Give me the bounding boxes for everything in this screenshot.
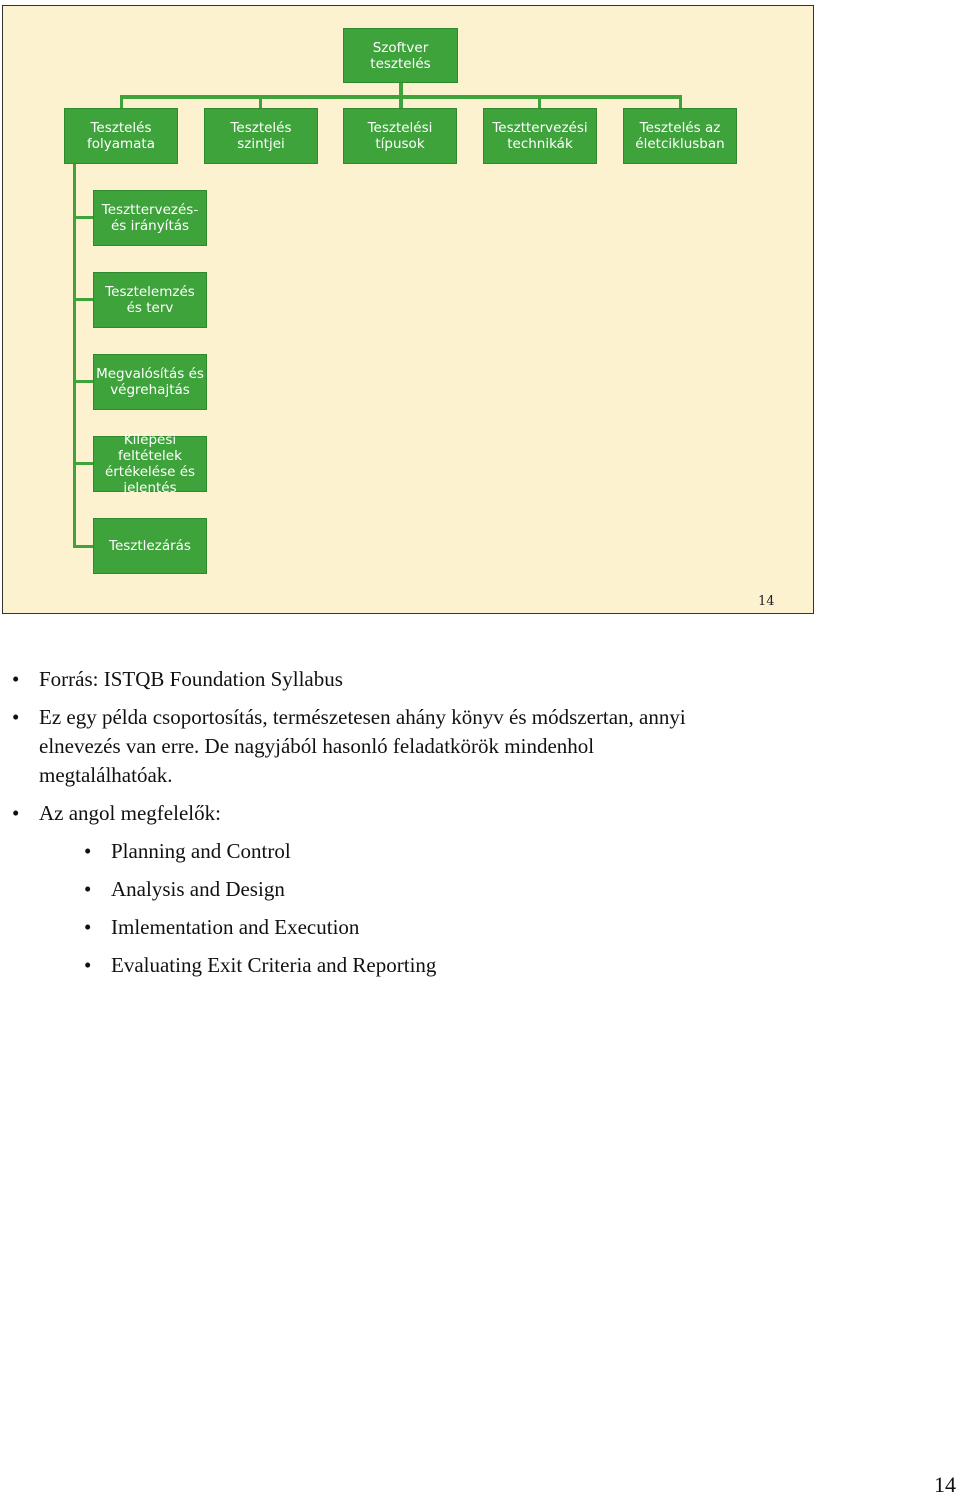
sub-note-text: Planning and Control (111, 839, 291, 863)
note-text: Forrás: ISTQB Foundation Syllabus (39, 667, 343, 691)
connector-l1-3 (399, 95, 403, 109)
connector-l1-2 (259, 95, 262, 109)
connector-l1-5 (679, 95, 682, 109)
diagram-step-implementation: Megvalósítás és végrehajtás (93, 354, 207, 410)
note-text: Ez egy példa csoportosítás, természetesen ahány könyv és módszertan, annyi (39, 705, 686, 729)
connector-step-3 (73, 380, 93, 383)
connector-l1-1 (120, 95, 123, 109)
bullet-icon: • (84, 953, 92, 977)
page-number: 14 (934, 1472, 956, 1497)
diagram-step-planning: Teszttervezés- és irányítás (93, 190, 207, 246)
sub-note-text: Analysis and Design (111, 877, 285, 901)
bullet-icon: • (12, 801, 20, 825)
bullet-icon: • (12, 705, 20, 729)
connector-step-1 (73, 216, 93, 219)
diagram-node-tesztelés-szintjei: Tesztelés szintjei (204, 108, 318, 164)
connector-process-vertical (73, 164, 76, 548)
note-text: Az angol megfelelők: (39, 801, 221, 825)
bullet-icon: • (84, 839, 92, 863)
note-text: megtalálhatóak. (39, 763, 173, 787)
connector-step-5 (73, 545, 93, 548)
diagram-node-teszttervezési-technikák: Teszttervezési technikák (483, 108, 597, 164)
diagram-step-analysis: Tesztelemzés és terv (93, 272, 207, 328)
bullet-icon: • (12, 667, 20, 691)
connector-l1-4 (538, 95, 541, 109)
bullet-icon: • (84, 915, 92, 939)
slide-frame (2, 5, 814, 614)
diagram-node-tesztelés-az-életciklusban: Tesztelés az életciklusban (623, 108, 737, 164)
sub-note-text: Evaluating Exit Criteria and Reporting (111, 953, 437, 977)
note-text: elnevezés van erre. De nagyjából hasonló feladatkörök mindenhol (39, 734, 595, 758)
diagram-node-tesztelési-típusok: Tesztelési típusok (343, 108, 457, 164)
sub-note-text: Imlementation and Execution (111, 915, 360, 939)
slide-number: 14 (758, 594, 775, 609)
connector-step-4 (73, 462, 93, 465)
diagram-node-tesztelés-folyamata: Tesztelés folyamata (64, 108, 178, 164)
diagram-step-exit-criteria: Kilépési feltételek értékelése és jelentés (93, 436, 207, 492)
diagram-step-closure: Tesztlezárás (93, 518, 207, 574)
bullet-icon: • (84, 877, 92, 901)
connector-step-2 (73, 298, 93, 301)
diagram-root-node: Szoftver tesztelés (343, 28, 458, 83)
